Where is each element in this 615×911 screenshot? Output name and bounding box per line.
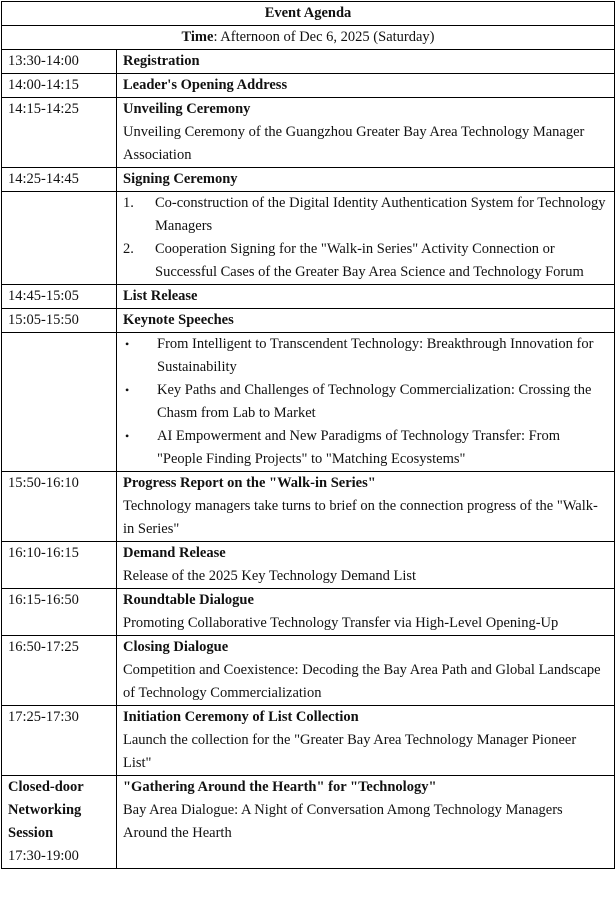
session-title: List Release: [117, 285, 615, 309]
time-slot: 13:30-14:00: [2, 50, 117, 74]
session-description: Unveiling Ceremony of the Guangzhou Greater Bay Area Technology Manager Association: [123, 124, 585, 163]
list-item: • Key Paths and Challenges of Technology Commercialization: Crossing the Chasm from Lab to Market: [123, 379, 608, 425]
keynote-items: [117, 333, 615, 472]
table-row: [2, 192, 615, 285]
session-cell: [117, 636, 615, 706]
time-slot: 16:50-17:25: [2, 636, 117, 706]
session-description: Release of the 2025 Key Technology Demand List: [123, 568, 417, 584]
time-slot: 14:00-14:15: [2, 74, 117, 98]
table-row: [2, 589, 615, 636]
time-slot: 16:15-16:50: [2, 589, 117, 636]
session-cell: [117, 706, 615, 776]
table-row: [2, 472, 615, 542]
table-row: [2, 285, 615, 309]
time-slot: 15:05-15:50: [2, 309, 117, 333]
table-row: [2, 74, 615, 98]
session-title: "Gathering Around the Hearth" for "Technology": [123, 779, 437, 795]
session-cell: [117, 472, 615, 542]
session-description: Promoting Collaborative Technology Transfer via High-Level Opening-Up: [123, 615, 559, 631]
session-description: Technology managers take turns to brief on the connection progress of the "Walk-in Series": [123, 498, 598, 537]
time-slot: 14:45-15:05: [2, 285, 117, 309]
bullet-icon: •: [125, 429, 130, 443]
session-cell: [117, 589, 615, 636]
table-row: [2, 776, 615, 869]
session-title: Demand Release: [123, 545, 226, 561]
table-row: [2, 168, 615, 192]
table-row: [2, 50, 615, 74]
session-description: Competition and Coexistence: Decoding the Bay Area Path and Global Landscape of Technology Commercialization: [123, 662, 601, 701]
session-title: Closing Dialogue: [123, 639, 229, 655]
time-slot: 15:50-16:10: [2, 472, 117, 542]
time-slot-label: Closed-door Networking Session: [8, 779, 84, 841]
time-slot: 17:30-19:00: [8, 848, 79, 864]
bullet-icon: •: [125, 337, 130, 351]
time-slot: 16:10-16:15: [2, 542, 117, 589]
session-title: Initiation Ceremony of List Collection: [123, 709, 359, 725]
list-item: • AI Empowerment and New Paradigms of Technology Transfer: From "People Finding Projects" to "Matching Ecosystems": [123, 425, 608, 471]
table-row: [2, 706, 615, 776]
signing-items: [117, 192, 615, 285]
session-title: Leader's Opening Address: [117, 74, 615, 98]
agenda-title: Event Agenda: [2, 2, 615, 26]
list-number: 2.: [123, 241, 134, 257]
time-slot: 17:25-17:30: [2, 706, 117, 776]
session-title: Unveiling Ceremony: [123, 101, 251, 117]
table-row: [2, 542, 615, 589]
session-cell: [117, 776, 615, 869]
table-row: [2, 98, 615, 168]
empty-time-cell: [2, 192, 117, 285]
session-title: Registration: [117, 50, 615, 74]
session-title: Roundtable Dialogue: [123, 592, 254, 608]
event-date: [2, 26, 615, 50]
session-description: Bay Area Dialogue: A Night of Conversation Among Technology Managers Around the Hearth: [123, 802, 563, 841]
time-slot-cell: [2, 776, 117, 869]
session-title: Keynote Speeches: [117, 309, 615, 333]
time-slot: 14:25-14:45: [2, 168, 117, 192]
session-title: Signing Ceremony: [117, 168, 615, 192]
bullet-icon: •: [125, 383, 130, 397]
session-cell: [117, 98, 615, 168]
table-row: [2, 636, 615, 706]
list-item: • From Intelligent to Transcendent Technology: Breakthrough Innovation for Sustainability: [123, 333, 608, 379]
table-row: [2, 309, 615, 333]
time-value: : Afternoon of Dec 6, 2025 (Saturday): [213, 29, 435, 45]
list-item: 2. Cooperation Signing for the "Walk-in Series" Activity Connection or Successful Cases of the Greater Bay Area Science and Technology Forum: [123, 238, 608, 284]
table-row: [2, 333, 615, 472]
session-title: Progress Report on the "Walk-in Series": [123, 475, 376, 491]
list-number: 1.: [123, 195, 134, 211]
title-row: [2, 2, 615, 26]
session-description: Launch the collection for the "Greater Bay Area Technology Manager Pioneer List": [123, 732, 577, 771]
time-row: [2, 26, 615, 50]
session-cell: [117, 542, 615, 589]
agenda-table: [1, 1, 615, 869]
time-slot: 14:15-14:25: [2, 98, 117, 168]
empty-time-cell: [2, 333, 117, 472]
time-label: Time: [181, 29, 214, 45]
list-item: 1. Co-construction of the Digital Identity Authentication System for Technology Managers: [123, 192, 608, 238]
